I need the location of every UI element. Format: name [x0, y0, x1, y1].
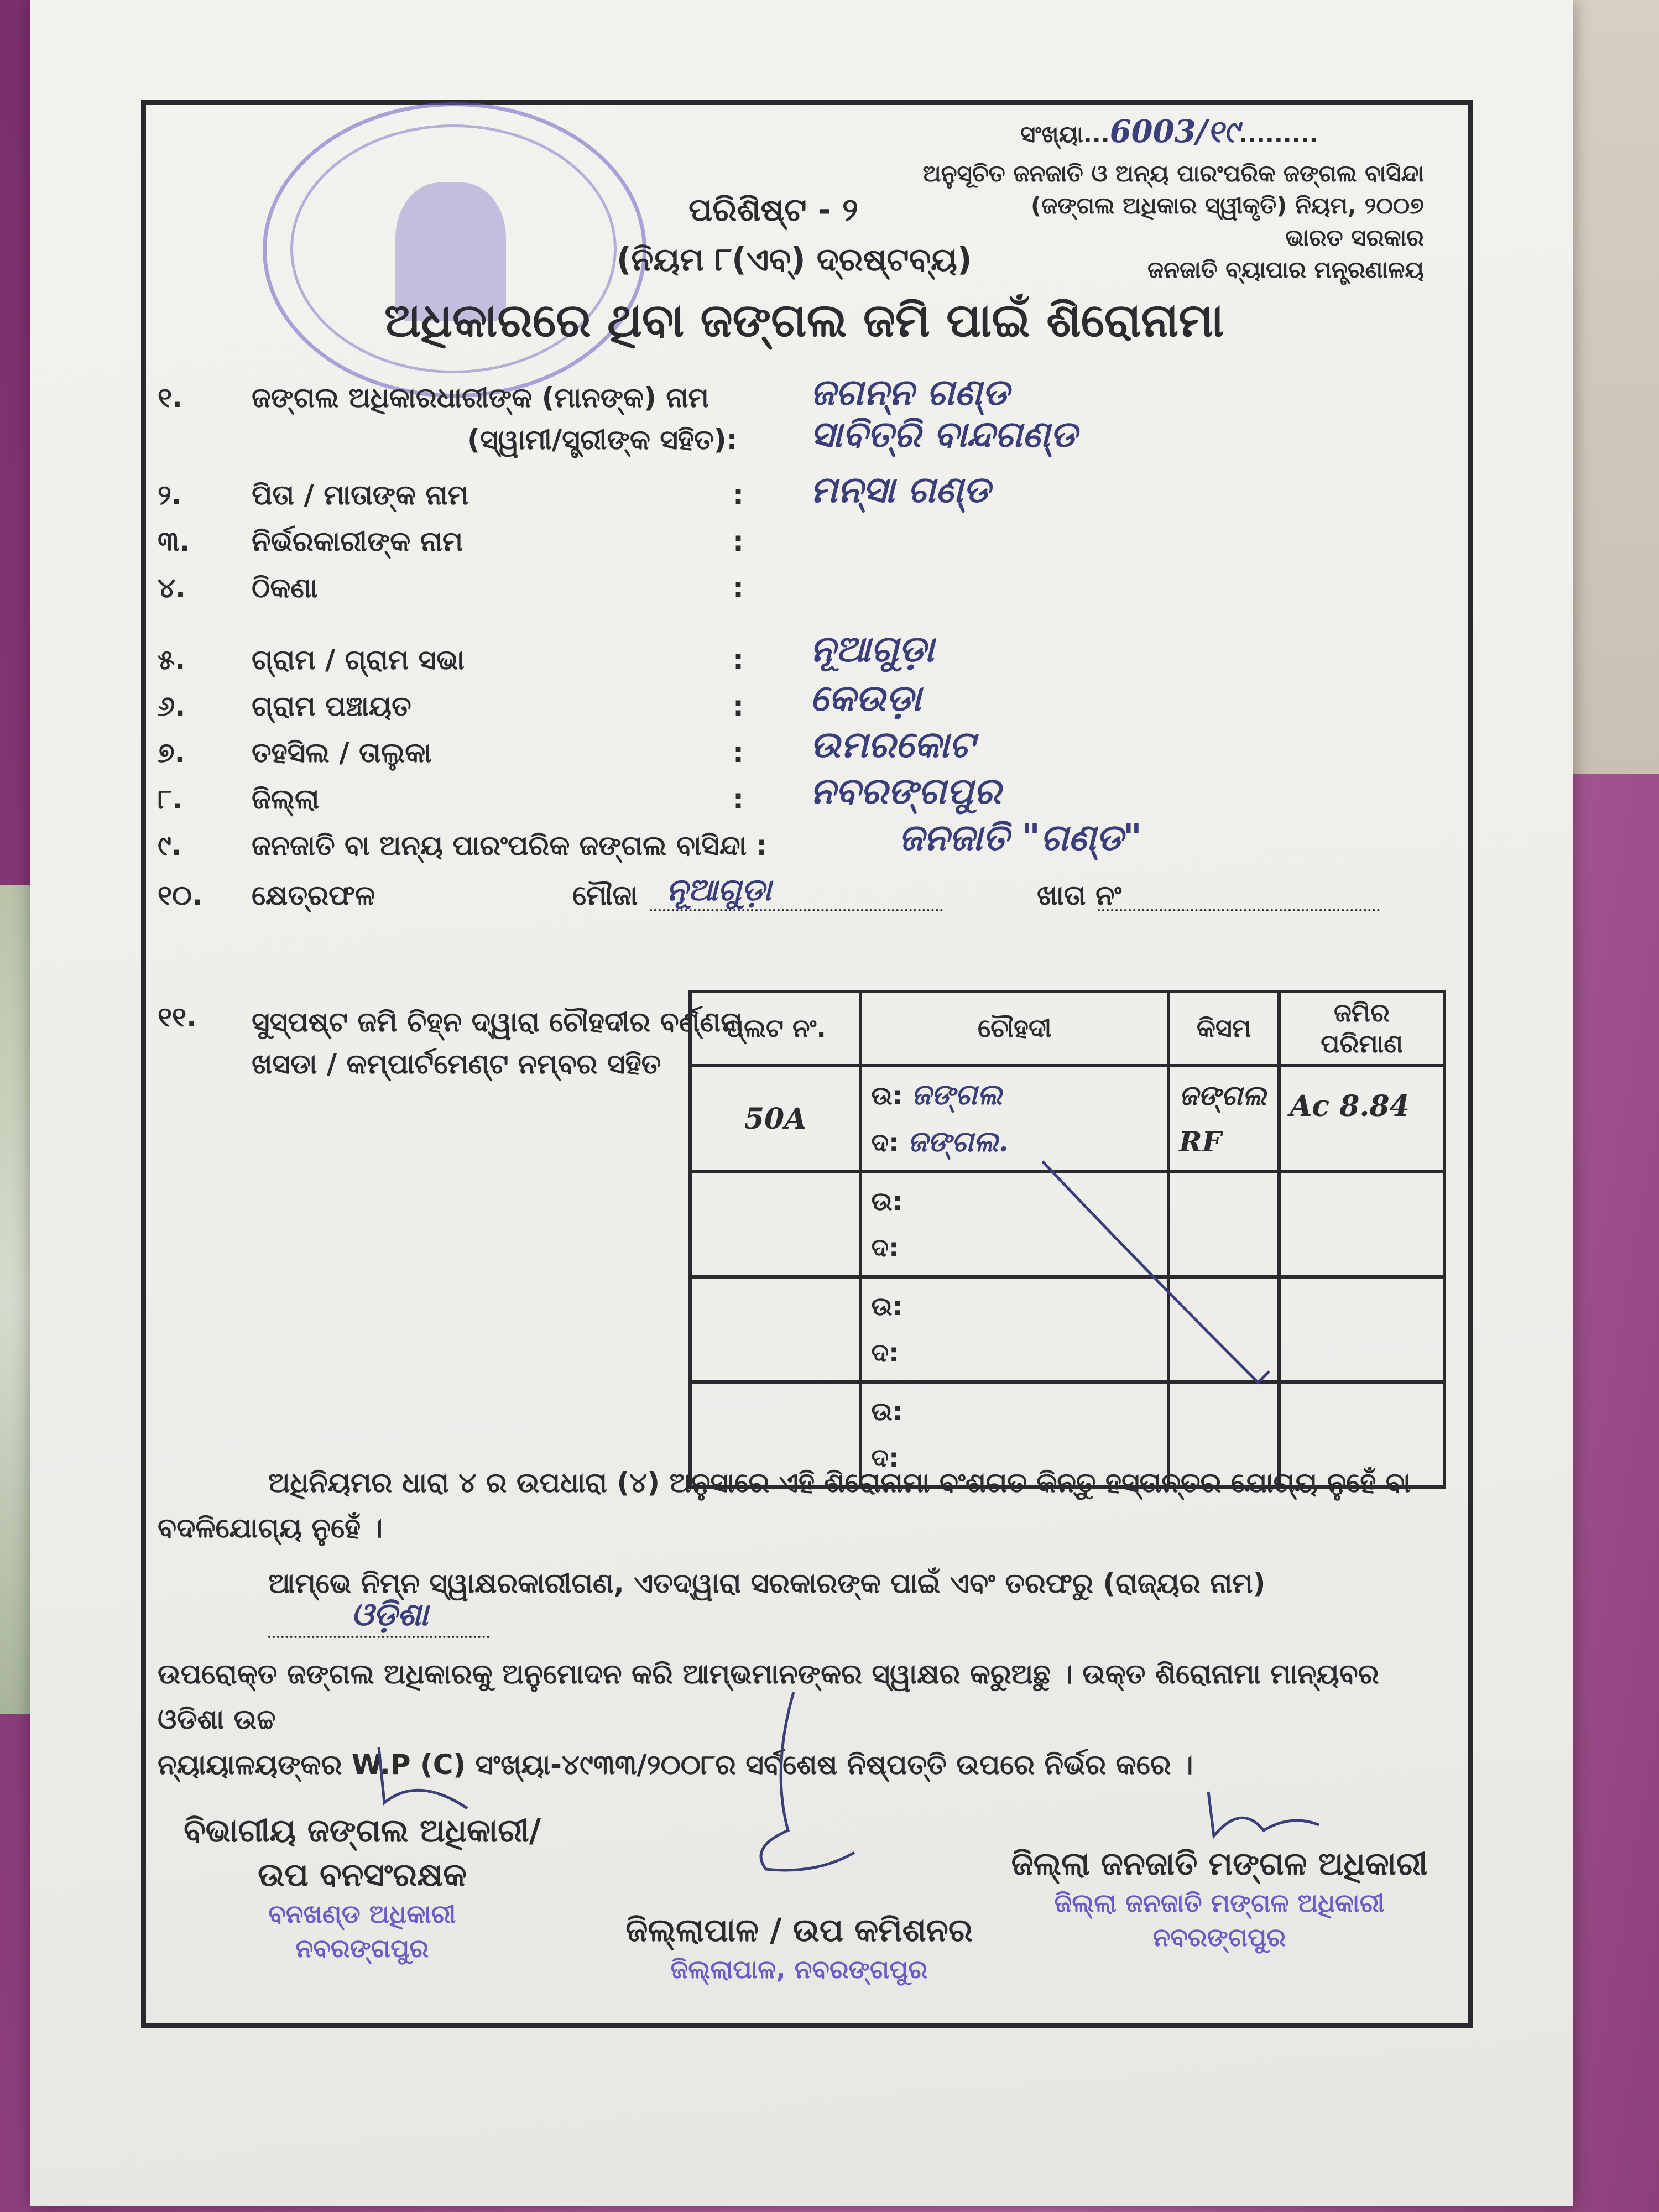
colon: :	[733, 737, 744, 769]
field-value: ଜନଜାତି "ଗଣ୍ଡ"	[899, 816, 1142, 859]
field-number: ୨.	[158, 479, 182, 511]
north-label: ଉ:	[871, 1186, 903, 1216]
field-label: ଜିଲ୍ଲା	[252, 783, 320, 815]
field-label: ଜନଜାତି ବା ଅନ୍ୟ ପାରଂପରିକ ଜଙ୍ଗଲ ବାସିନ୍ଦା :	[252, 830, 768, 862]
state-value: ଓଡ଼ିଶା	[351, 1595, 429, 1633]
khata-label: ଖାତା ନଂ	[1037, 879, 1122, 911]
signatory-welfare-officer	[993, 1841, 1446, 1954]
signatory-title: ବିଭାଗୀୟ ଜଙ୍ଗଲ ଅଧିକାରୀ/	[184, 1812, 541, 1849]
field-value: ନବରଙ୍ଗପୁର	[810, 769, 1001, 812]
para1-line2: ବଦଳିଯୋଗ୍ୟ ନୁହେଁ ।	[158, 1512, 383, 1544]
field-label: ଠିକଣା	[252, 572, 318, 604]
strike-through-line	[1026, 1150, 1280, 1394]
field-label: (ସ୍ୱାମୀ/ସ୍ତ୍ରୀଙ୍କ ସହିତ):	[467, 424, 738, 456]
column-header: ଜମିର ପରିମାଣ	[1279, 992, 1444, 1066]
field-value: କେଉଡ଼ା	[810, 676, 921, 719]
colon: :	[733, 644, 744, 676]
rule-reference: (ନିୟମ ୮(ଏବ୍) ଦ୍ରଷ୍ଟବ୍ୟ)	[617, 241, 972, 278]
khata-line	[1098, 879, 1380, 911]
stamp-text: ନବରଙ୍ଗପୁର	[295, 1933, 429, 1963]
colon: :	[733, 783, 744, 815]
mouza-value: ନୂଆଗୁଡ଼ା	[666, 872, 772, 908]
field-value: ସାବିତ୍ରି ବାନ୍ଦଗଣ୍ଡ	[810, 413, 1077, 456]
kisam-code: RF	[1179, 1125, 1222, 1158]
mouza-label: ମୌଜା	[572, 879, 638, 911]
field-row	[158, 769, 1430, 830]
act-line-3: ଭାରତ ସରକାର	[1285, 224, 1424, 251]
field-label: ତହସିଲ / ତାଲୁକା	[252, 737, 432, 769]
field-label: ଜଙ୍ଗଲ ଅଧିକାରଧାରୀଙ୍କ (ମାନଙ୍କ) ନାମ	[252, 382, 709, 414]
north-label: ଉ:	[871, 1081, 903, 1110]
boundary-label-line-1: ସୁସ୍ପଷ୍ଟ ଜମି ଚିହ୍ନ ଦ୍ୱାରା ଚୌହଦୀର ବର୍ଣ୍ଣନା	[252, 1006, 743, 1038]
field-number: ୧.	[158, 382, 183, 414]
act-line-1: ଅନୁସୂଚିତ ଜନଜାତି ଓ ଅନ୍ୟ ପାରଂପରିକ ଜଙ୍ଗଲ ବାସିନ୍ଦା	[922, 160, 1424, 187]
field-row	[158, 525, 1430, 572]
north-value: ଜଙ୍ଗଲ	[911, 1078, 1003, 1112]
field-number: ୬.	[158, 690, 186, 722]
area-value	[1279, 1172, 1444, 1277]
area-row	[158, 872, 1430, 929]
field-row	[158, 468, 1430, 525]
serial-value: 6003/୧୯	[1109, 113, 1239, 150]
kisam-value: ଜଙ୍ଗଲ	[1179, 1079, 1266, 1112]
field-label: ଗ୍ରାମ / ଗ୍ରାମ ସଭା	[252, 644, 465, 676]
field-value: ନୂଆଗୁଡ଼ା	[810, 627, 935, 670]
boundary-label	[252, 1001, 743, 1085]
signatory-title: ଜିଲ୍ଲାପାଳ / ଉପ କମିଶନର	[625, 1911, 973, 1949]
table-header-row	[690, 992, 1444, 1066]
para1-line1: ଅଧିନିୟମର ଧାରା ୪ ର ଉପଧାରା (୪) ଅନୁସାରେ ଏହି ଶିରୋନାମା ବଂଶଗତ କିନ୍ତୁ ହସ୍ତାନ୍ତର ଯୋଗ୍ୟ ନୁହେଁ ବା	[268, 1467, 1411, 1499]
document-paper	[30, 0, 1573, 2206]
field-label: କ୍ଷେତ୍ରଫଳ	[252, 879, 375, 911]
area-value	[1279, 1277, 1444, 1382]
field-row	[158, 676, 1430, 737]
south-label: ଦ:	[871, 1233, 899, 1262]
column-header: ପ୍ଲଟ ନଂ.	[690, 992, 860, 1066]
act-line-2: (ଜଙ୍ଗଲ ଅଧିକାର ସ୍ୱୀକୃତି) ନିୟମ, ୨୦୦୭	[1030, 192, 1424, 219]
stamp-text: ଜିଲ୍ଲା ଜନଜାତି ମଙ୍ଗଳ ଅଧିକାରୀ	[1054, 1888, 1385, 1918]
signatory-title: ଉପ ବନସଂରକ୍ଷକ	[258, 1856, 467, 1893]
signatory-forest-officer	[152, 1808, 572, 1965]
field-number: ୩.	[158, 525, 190, 557]
stamp-text: ଜିଲ୍ଲାପାଳ, ନବରଙ୍ଗପୁର	[670, 1954, 928, 1984]
page-title: ଅଧିକାରରେ ଥିବା ଜଙ୍ଗଲ ଜମି ପାଇଁ ଶିରୋନାମା	[384, 293, 1224, 347]
plot-number	[690, 1172, 860, 1277]
field-row	[158, 816, 1430, 879]
signatory-title: ଜିଲ୍ଲା ଜନଜାତି ମଙ୍ଗଳ ଅଧିକାରୀ	[1011, 1845, 1428, 1882]
colon: :	[733, 479, 744, 511]
plot-number: 50A	[690, 1066, 860, 1172]
plot-number	[690, 1277, 860, 1382]
serial-label: ସଂଖ୍ୟା	[1020, 121, 1083, 148]
south-label: ଦ:	[871, 1443, 899, 1473]
para2-line3: ନ୍ୟାୟାଳୟଙ୍କର W.P (C) ସଂଖ୍ୟା-୪୯୩୩/୨୦୦୮ର ସର୍ବଶେଷ ନିଷ୍ପତ୍ତି ଉପରେ ନିର୍ଭର କରେ ।	[158, 1749, 1193, 1781]
field-row	[158, 371, 1430, 424]
boundary-label-line-2: ଖସଡା / କମ୍ପାର୍ଟମେଣ୍ଟ ନମ୍ବର ସହିତ	[252, 1048, 661, 1080]
field-row	[158, 723, 1430, 783]
serial-number: ସଂଖ୍ୟା...6003/୧୯.........	[1020, 113, 1318, 150]
field-label: ନିର୍ଭରକାରୀଙ୍କ ନାମ	[252, 525, 463, 557]
area-value: Ac 8.84	[1279, 1066, 1444, 1172]
state-line	[268, 1595, 489, 1638]
field-number: ୧୦.	[158, 879, 203, 911]
para2-line2: ଉପରୋକ୍ତ ଜଙ୍ଗଲ ଅଧିକାରକୁ ଅନୁମୋଦନ କରି ଆମ୍ଭମାନଙ୍କର ସ୍ୱାକ୍ଷର କରୁଅଛୁ । ଉକ୍ତ ଶିରୋନାମା ମାନ୍ୟବର ଓଡିଶା ଉଚ୍ଚ	[158, 1658, 1379, 1735]
field-number: ୫.	[158, 644, 186, 676]
column-header: କିସମ	[1168, 992, 1279, 1066]
field-value: ଉମରକୋଟ	[810, 723, 974, 766]
para2-line1: ଆମ୍ଭେ ନିମ୍ନ ସ୍ୱାକ୍ଷରକାରୀଗଣ, ଏତଦ୍ୱାରା ସରକାରଙ୍କ ପାଇଁ ଏବଂ ତରଫରୁ (ରାଜ୍ୟର ନାମ)	[268, 1567, 1266, 1599]
boundary-number: ୧୧.	[158, 1001, 197, 1033]
field-list	[158, 371, 1430, 929]
field-label: ପିତା / ମାତାଙ୍କ ନାମ	[252, 479, 469, 511]
south-value: ଜଙ୍ଗଲ.	[907, 1125, 1009, 1159]
stamp-text: ବନଖଣ୍ଡ ଅଧିକାରୀ	[268, 1899, 456, 1929]
field-number: ୮.	[158, 783, 183, 815]
colon: :	[733, 690, 744, 722]
field-row	[158, 627, 1430, 690]
north-label: ଉ:	[871, 1396, 903, 1426]
appendix-label: ପରିଶିଷ୍ଟ - ୨	[688, 191, 858, 228]
signature-2	[716, 1687, 871, 1919]
colon: :	[733, 572, 744, 604]
act-line-4: ଜନଜାତି ବ୍ୟାପାର ମନ୍ତ୍ରଣାଳୟ	[1147, 256, 1424, 283]
column-header: ଚୌହଦୀ	[860, 992, 1168, 1066]
field-number: ୭.	[158, 737, 185, 769]
signatory-collector	[606, 1908, 993, 1986]
field-value: ଜଗନ୍ନ ଗଣ୍ଡ	[810, 371, 1009, 414]
stamp-text: ନବରଙ୍ଗପୁର	[1152, 1922, 1286, 1952]
colon: :	[733, 525, 744, 557]
field-number: ୪.	[158, 572, 186, 604]
south-label: ଦ:	[871, 1128, 899, 1157]
south-label: ଦ:	[871, 1338, 899, 1368]
field-label: ଗ୍ରାମ ପଞ୍ଚାୟତ	[252, 690, 411, 722]
field-number: ୯.	[158, 830, 182, 862]
field-row	[158, 572, 1430, 644]
field-row	[158, 413, 1430, 479]
north-label: ଉ:	[871, 1291, 903, 1321]
act-reference	[910, 158, 1424, 286]
field-value: ମନ୍ସା ଗଣ୍ଡ	[810, 468, 990, 511]
